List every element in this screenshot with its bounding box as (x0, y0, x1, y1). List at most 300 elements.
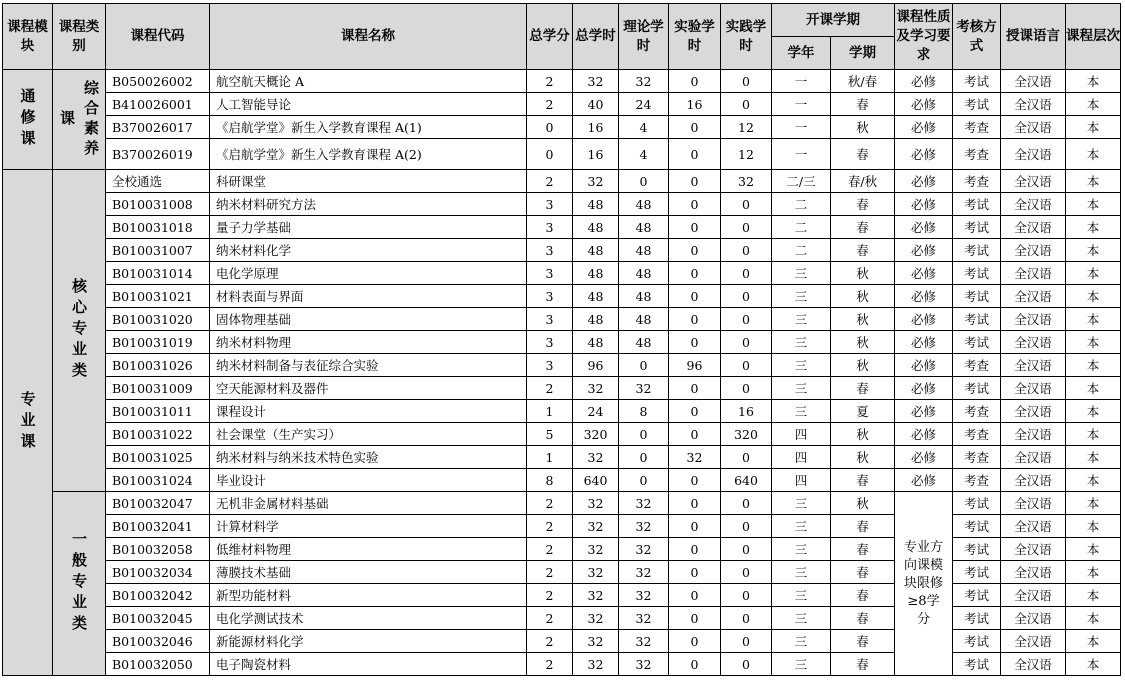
practice-hours: 12 (721, 116, 772, 139)
level: 本 (1066, 653, 1121, 676)
table-row (3, 116, 1121, 139)
credits: 3 (527, 193, 573, 216)
term: 秋/春 (831, 70, 895, 93)
lab-hours: 0 (669, 515, 721, 538)
assessment: 考试 (953, 239, 1001, 262)
term: 春 (831, 93, 895, 116)
course-name: 电化学原理 (210, 262, 527, 285)
nature: 必修 (895, 262, 953, 285)
lab-hours: 0 (669, 538, 721, 561)
theory-hours: 32 (619, 492, 669, 515)
nature: 必修 (895, 70, 953, 93)
level: 本 (1066, 561, 1121, 584)
header-semester-group: 开课学期 (772, 4, 895, 37)
language: 全汉语 (1001, 239, 1066, 262)
year: 一 (772, 139, 831, 170)
course-code: B010031020 (106, 308, 210, 331)
practice-hours: 0 (721, 354, 772, 377)
level: 本 (1066, 331, 1121, 354)
course-name: 材料表面与界面 (210, 285, 527, 308)
credits: 3 (527, 239, 573, 262)
course-name: 课程设计 (210, 400, 527, 423)
lab-hours: 0 (669, 308, 721, 331)
lab-hours: 0 (669, 492, 721, 515)
header-assessment: 考核方式 (953, 4, 1001, 70)
header-lab-hours: 实验学时 (669, 4, 721, 70)
course-code: B010031009 (106, 377, 210, 400)
theory-hours: 32 (619, 630, 669, 653)
module-major: 专业课 (3, 170, 53, 676)
year: 三 (772, 377, 831, 400)
level: 本 (1066, 70, 1121, 93)
assessment: 考试 (953, 515, 1001, 538)
level: 本 (1066, 492, 1121, 515)
level: 本 (1066, 584, 1121, 607)
lab-hours: 0 (669, 70, 721, 93)
theory-hours: 48 (619, 262, 669, 285)
course-name: 《启航学堂》新生入学教育课程 A(2) (210, 139, 527, 170)
lab-hours: 0 (669, 423, 721, 446)
nature: 必修 (895, 170, 953, 193)
assessment: 考试 (953, 630, 1001, 653)
course-code: B010031019 (106, 331, 210, 354)
credits: 3 (527, 216, 573, 239)
lab-hours: 0 (669, 193, 721, 216)
lab-hours: 0 (669, 561, 721, 584)
year: 四 (772, 446, 831, 469)
language: 全汉语 (1001, 93, 1066, 116)
assessment: 考试 (953, 653, 1001, 676)
year: 三 (772, 331, 831, 354)
course-name: 纳米材料化学 (210, 239, 527, 262)
table-row (3, 93, 1121, 116)
credits: 5 (527, 423, 573, 446)
theory-hours: 4 (619, 139, 669, 170)
assessment: 考试 (953, 492, 1001, 515)
term: 春 (831, 607, 895, 630)
level: 本 (1066, 193, 1121, 216)
table-row (3, 607, 1121, 630)
total-hours: 24 (573, 400, 619, 423)
table-row (3, 515, 1121, 538)
assessment: 考查 (953, 170, 1001, 193)
header-theory-hours: 理论学时 (619, 4, 669, 70)
credits: 2 (527, 492, 573, 515)
level: 本 (1066, 308, 1121, 331)
language: 全汉语 (1001, 70, 1066, 93)
course-name: 纳米材料与纳米技术特色实验 (210, 446, 527, 469)
course-code: B010031024 (106, 469, 210, 492)
level: 本 (1066, 400, 1121, 423)
course-code: B010032042 (106, 584, 210, 607)
credits: 2 (527, 584, 573, 607)
lab-hours: 96 (669, 354, 721, 377)
practice-hours: 0 (721, 492, 772, 515)
year: 三 (772, 262, 831, 285)
total-hours: 32 (573, 653, 619, 676)
course-name: 电化学测试技术 (210, 607, 527, 630)
course-code: B010032041 (106, 515, 210, 538)
language: 全汉语 (1001, 308, 1066, 331)
language: 全汉语 (1001, 354, 1066, 377)
term: 秋 (831, 423, 895, 446)
practice-hours: 0 (721, 239, 772, 262)
level: 本 (1066, 469, 1121, 492)
category-core-major: 核心专业类 (53, 170, 106, 492)
term: 春 (831, 561, 895, 584)
course-name: 纳米材料研究方法 (210, 193, 527, 216)
course-name: 《启航学堂》新生入学教育课程 A(1) (210, 116, 527, 139)
year: 三 (772, 400, 831, 423)
course-name: 纳米材料制备与表征综合实验 (210, 354, 527, 377)
course-code: B010031021 (106, 285, 210, 308)
course-code: B010032034 (106, 561, 210, 584)
language: 全汉语 (1001, 216, 1066, 239)
term: 春 (831, 193, 895, 216)
course-name: 固体物理基础 (210, 308, 527, 331)
total-hours: 32 (573, 538, 619, 561)
course-name: 量子力学基础 (210, 216, 527, 239)
practice-hours: 16 (721, 400, 772, 423)
term: 秋 (831, 285, 895, 308)
lab-hours: 0 (669, 285, 721, 308)
practice-hours: 0 (721, 70, 772, 93)
assessment: 考试 (953, 538, 1001, 561)
header-term: 学期 (831, 37, 895, 70)
course-name: 新能源材料化学 (210, 630, 527, 653)
lab-hours: 0 (669, 331, 721, 354)
course-code: B370026017 (106, 116, 210, 139)
credits: 8 (527, 469, 573, 492)
assessment: 考查 (953, 446, 1001, 469)
credits: 2 (527, 607, 573, 630)
practice-hours: 0 (721, 515, 772, 538)
year: 一 (772, 70, 831, 93)
total-hours: 96 (573, 354, 619, 377)
year: 一 (772, 116, 831, 139)
course-name: 无机非金属材料基础 (210, 492, 527, 515)
lab-hours: 0 (669, 262, 721, 285)
practice-hours: 0 (721, 446, 772, 469)
language: 全汉语 (1001, 285, 1066, 308)
total-hours: 32 (573, 584, 619, 607)
credits: 2 (527, 93, 573, 116)
course-code: B370026019 (106, 139, 210, 170)
lab-hours: 0 (669, 139, 721, 170)
total-hours: 40 (573, 93, 619, 116)
practice-hours: 0 (721, 377, 772, 400)
term: 春 (831, 538, 895, 561)
theory-hours: 32 (619, 561, 669, 584)
header-level: 课程层次 (1066, 4, 1121, 70)
table-row (3, 285, 1121, 308)
language: 全汉语 (1001, 630, 1066, 653)
assessment: 考查 (953, 423, 1001, 446)
assessment: 考试 (953, 607, 1001, 630)
header-language: 授课语言 (1001, 4, 1066, 70)
year: 二 (772, 193, 831, 216)
language: 全汉语 (1001, 446, 1066, 469)
lab-hours: 0 (669, 469, 721, 492)
credits: 1 (527, 446, 573, 469)
year: 二 (772, 239, 831, 262)
language: 全汉语 (1001, 116, 1066, 139)
term: 秋 (831, 354, 895, 377)
lab-hours: 0 (669, 653, 721, 676)
table-row (3, 331, 1121, 354)
header-category: 课程类别 (53, 4, 106, 70)
theory-hours: 0 (619, 446, 669, 469)
course-code: B010032047 (106, 492, 210, 515)
theory-hours: 48 (619, 285, 669, 308)
level: 本 (1066, 515, 1121, 538)
year: 三 (772, 653, 831, 676)
course-code: B050026002 (106, 70, 210, 93)
table-row (3, 239, 1121, 262)
course-code: B010031014 (106, 262, 210, 285)
credits: 2 (527, 70, 573, 93)
credits: 1 (527, 400, 573, 423)
level: 本 (1066, 354, 1121, 377)
year: 二 (772, 216, 831, 239)
nature: 必修 (895, 193, 953, 216)
lab-hours: 0 (669, 630, 721, 653)
language: 全汉语 (1001, 377, 1066, 400)
nature: 必修 (895, 239, 953, 262)
course-code: B010031025 (106, 446, 210, 469)
header-total-credits: 总学分 (527, 4, 573, 70)
theory-hours: 48 (619, 331, 669, 354)
year: 三 (772, 354, 831, 377)
theory-hours: 32 (619, 538, 669, 561)
language: 全汉语 (1001, 515, 1066, 538)
term: 春 (831, 216, 895, 239)
table-row (3, 216, 1121, 239)
level: 本 (1066, 377, 1121, 400)
assessment: 考试 (953, 70, 1001, 93)
theory-hours: 8 (619, 400, 669, 423)
table-row (3, 193, 1121, 216)
table-row (3, 70, 1121, 93)
total-hours: 48 (573, 216, 619, 239)
table-row (3, 262, 1121, 285)
theory-hours: 0 (619, 423, 669, 446)
total-hours: 32 (573, 70, 619, 93)
course-name: 低维材料物理 (210, 538, 527, 561)
credits: 0 (527, 116, 573, 139)
course-code: B010031026 (106, 354, 210, 377)
level: 本 (1066, 139, 1121, 170)
year: 三 (772, 584, 831, 607)
language: 全汉语 (1001, 262, 1066, 285)
assessment: 考试 (953, 216, 1001, 239)
lab-hours: 0 (669, 377, 721, 400)
total-hours: 48 (573, 331, 619, 354)
assessment: 考查 (953, 400, 1001, 423)
nature: 必修 (895, 285, 953, 308)
course-name: 纳米材料物理 (210, 331, 527, 354)
practice-hours: 0 (721, 331, 772, 354)
assessment: 考试 (953, 93, 1001, 116)
theory-hours: 0 (619, 354, 669, 377)
theory-hours: 4 (619, 116, 669, 139)
lab-hours: 0 (669, 216, 721, 239)
practice-hours: 0 (721, 285, 772, 308)
year: 三 (772, 308, 831, 331)
lab-hours: 0 (669, 239, 721, 262)
practice-hours: 0 (721, 216, 772, 239)
theory-hours: 0 (619, 170, 669, 193)
practice-hours: 0 (721, 584, 772, 607)
course-name: 社会课堂（生产实习） (210, 423, 527, 446)
credits: 0 (527, 139, 573, 170)
lab-hours: 0 (669, 584, 721, 607)
lab-hours: 16 (669, 93, 721, 116)
assessment: 考试 (953, 262, 1001, 285)
credits: 2 (527, 653, 573, 676)
total-hours: 32 (573, 446, 619, 469)
header-total-hours: 总学时 (573, 4, 619, 70)
nature: 必修 (895, 354, 953, 377)
table-row (3, 308, 1121, 331)
lab-hours: 0 (669, 116, 721, 139)
assessment: 考试 (953, 285, 1001, 308)
course-code: 全校通选 (106, 170, 210, 193)
total-hours: 32 (573, 170, 619, 193)
assessment: 考查 (953, 116, 1001, 139)
year: 三 (772, 561, 831, 584)
header-name: 课程名称 (210, 4, 527, 70)
term: 春 (831, 377, 895, 400)
level: 本 (1066, 446, 1121, 469)
theory-hours: 48 (619, 193, 669, 216)
year: 三 (772, 607, 831, 630)
table-row (3, 561, 1121, 584)
nature: 必修 (895, 446, 953, 469)
module-general: 通修课 (3, 70, 53, 170)
term: 夏 (831, 400, 895, 423)
term: 秋 (831, 116, 895, 139)
year: 三 (772, 285, 831, 308)
total-hours: 640 (573, 469, 619, 492)
level: 本 (1066, 630, 1121, 653)
year: 一 (772, 93, 831, 116)
theory-hours: 32 (619, 377, 669, 400)
level: 本 (1066, 262, 1121, 285)
credits: 3 (527, 331, 573, 354)
theory-hours: 32 (619, 653, 669, 676)
practice-hours: 0 (721, 262, 772, 285)
credits: 2 (527, 538, 573, 561)
language: 全汉语 (1001, 400, 1066, 423)
table-row (3, 400, 1121, 423)
table-row (3, 492, 1121, 515)
nature: 必修 (895, 377, 953, 400)
course-name: 空天能源材料及器件 (210, 377, 527, 400)
total-hours: 48 (573, 239, 619, 262)
table-row (3, 630, 1121, 653)
term: 秋 (831, 446, 895, 469)
year: 四 (772, 423, 831, 446)
practice-hours: 0 (721, 607, 772, 630)
total-hours: 32 (573, 515, 619, 538)
term: 春 (831, 469, 895, 492)
theory-hours: 48 (619, 308, 669, 331)
nature: 必修 (895, 400, 953, 423)
nature: 必修 (895, 331, 953, 354)
credits: 2 (527, 561, 573, 584)
total-hours: 32 (573, 377, 619, 400)
total-hours: 48 (573, 193, 619, 216)
language: 全汉语 (1001, 423, 1066, 446)
year: 三 (772, 630, 831, 653)
table-row (3, 469, 1121, 492)
course-code: B010032058 (106, 538, 210, 561)
level: 本 (1066, 170, 1121, 193)
course-code: B010031022 (106, 423, 210, 446)
assessment: 考查 (953, 354, 1001, 377)
credits: 3 (527, 308, 573, 331)
practice-hours: 32 (721, 170, 772, 193)
theory-hours: 32 (619, 607, 669, 630)
course-code: B010031008 (106, 193, 210, 216)
level: 本 (1066, 239, 1121, 262)
total-hours: 32 (573, 561, 619, 584)
course-name: 毕业设计 (210, 469, 527, 492)
level: 本 (1066, 607, 1121, 630)
language: 全汉语 (1001, 607, 1066, 630)
theory-hours: 48 (619, 239, 669, 262)
term: 春 (831, 630, 895, 653)
language: 全汉语 (1001, 193, 1066, 216)
table-row (3, 446, 1121, 469)
theory-hours: 48 (619, 216, 669, 239)
credits: 3 (527, 262, 573, 285)
total-hours: 32 (573, 630, 619, 653)
term: 秋 (831, 492, 895, 515)
lab-hours: 0 (669, 170, 721, 193)
credits: 2 (527, 170, 573, 193)
year: 四 (772, 469, 831, 492)
nature: 必修 (895, 423, 953, 446)
course-code: B410026001 (106, 93, 210, 116)
course-code: B010032046 (106, 630, 210, 653)
course-code: B010032045 (106, 607, 210, 630)
category-general-major: 一般专业类 (53, 492, 106, 676)
credits: 2 (527, 630, 573, 653)
table-row (3, 653, 1121, 676)
category-general-literacy: 综合素养课 (53, 70, 106, 170)
term: 春/秋 (831, 170, 895, 193)
header-practice-hours: 实践学时 (721, 4, 772, 70)
language: 全汉语 (1001, 469, 1066, 492)
credits: 2 (527, 377, 573, 400)
assessment: 考试 (953, 561, 1001, 584)
term: 春 (831, 584, 895, 607)
year: 三 (772, 538, 831, 561)
term: 春 (831, 139, 895, 170)
assessment: 考试 (953, 193, 1001, 216)
language: 全汉语 (1001, 170, 1066, 193)
header-module: 课程模块 (3, 4, 53, 70)
course-name: 人工智能导论 (210, 93, 527, 116)
nature: 必修 (895, 308, 953, 331)
practice-hours: 640 (721, 469, 772, 492)
nature: 必修 (895, 216, 953, 239)
assessment: 考试 (953, 308, 1001, 331)
header-code: 课程代码 (106, 4, 210, 70)
language: 全汉语 (1001, 538, 1066, 561)
